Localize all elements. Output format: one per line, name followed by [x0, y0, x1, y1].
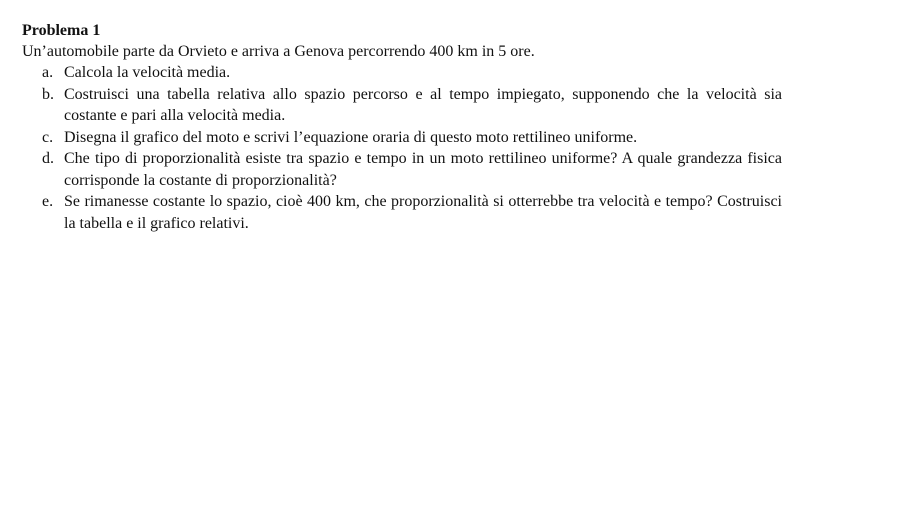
question-text: Disegna il grafico del moto e scrivi l’equazione oraria di questo moto rettilineo uniforme. — [64, 128, 638, 146]
question-item-d — [22, 148, 782, 191]
question-marker: d. — [42, 150, 54, 167]
question-list — [22, 62, 782, 234]
question-text: Calcola la velocità media. — [64, 64, 231, 81]
question-item-a — [22, 62, 782, 84]
question-marker: b. — [42, 85, 54, 103]
question-marker: c. — [42, 128, 54, 146]
problem-intro: Un’automobile parte da Orvieto e arriva a Genova percorrendo 400 km in 5 ore. — [22, 43, 535, 60]
problem-title: Problema 1 — [22, 22, 101, 39]
question-marker: a. — [42, 64, 54, 81]
problem-document — [22, 21, 782, 234]
question-item-b — [22, 84, 782, 127]
question-item-e — [22, 191, 782, 234]
question-marker: e. — [42, 193, 54, 210]
question-text: Se rimanesse costante lo spazio, cioè 400 km, che proporzionalità si otterrebbe tra velocità e tempo? Costruisci la tabella e il grafico relativi. — [64, 193, 782, 232]
question-text: Costruisci una tabella relativa allo spazio percorso e al tempo impiegato, supponendo che la velocità sia costante e pari alla velocità media. — [64, 85, 782, 124]
question-item-c — [22, 127, 782, 149]
question-text: Che tipo di proporzionalità esiste tra spazio e tempo in un moto rettilineo uniforme? A quale grandezza fisica corrisponde la costante di proporzionalità? — [64, 150, 782, 189]
